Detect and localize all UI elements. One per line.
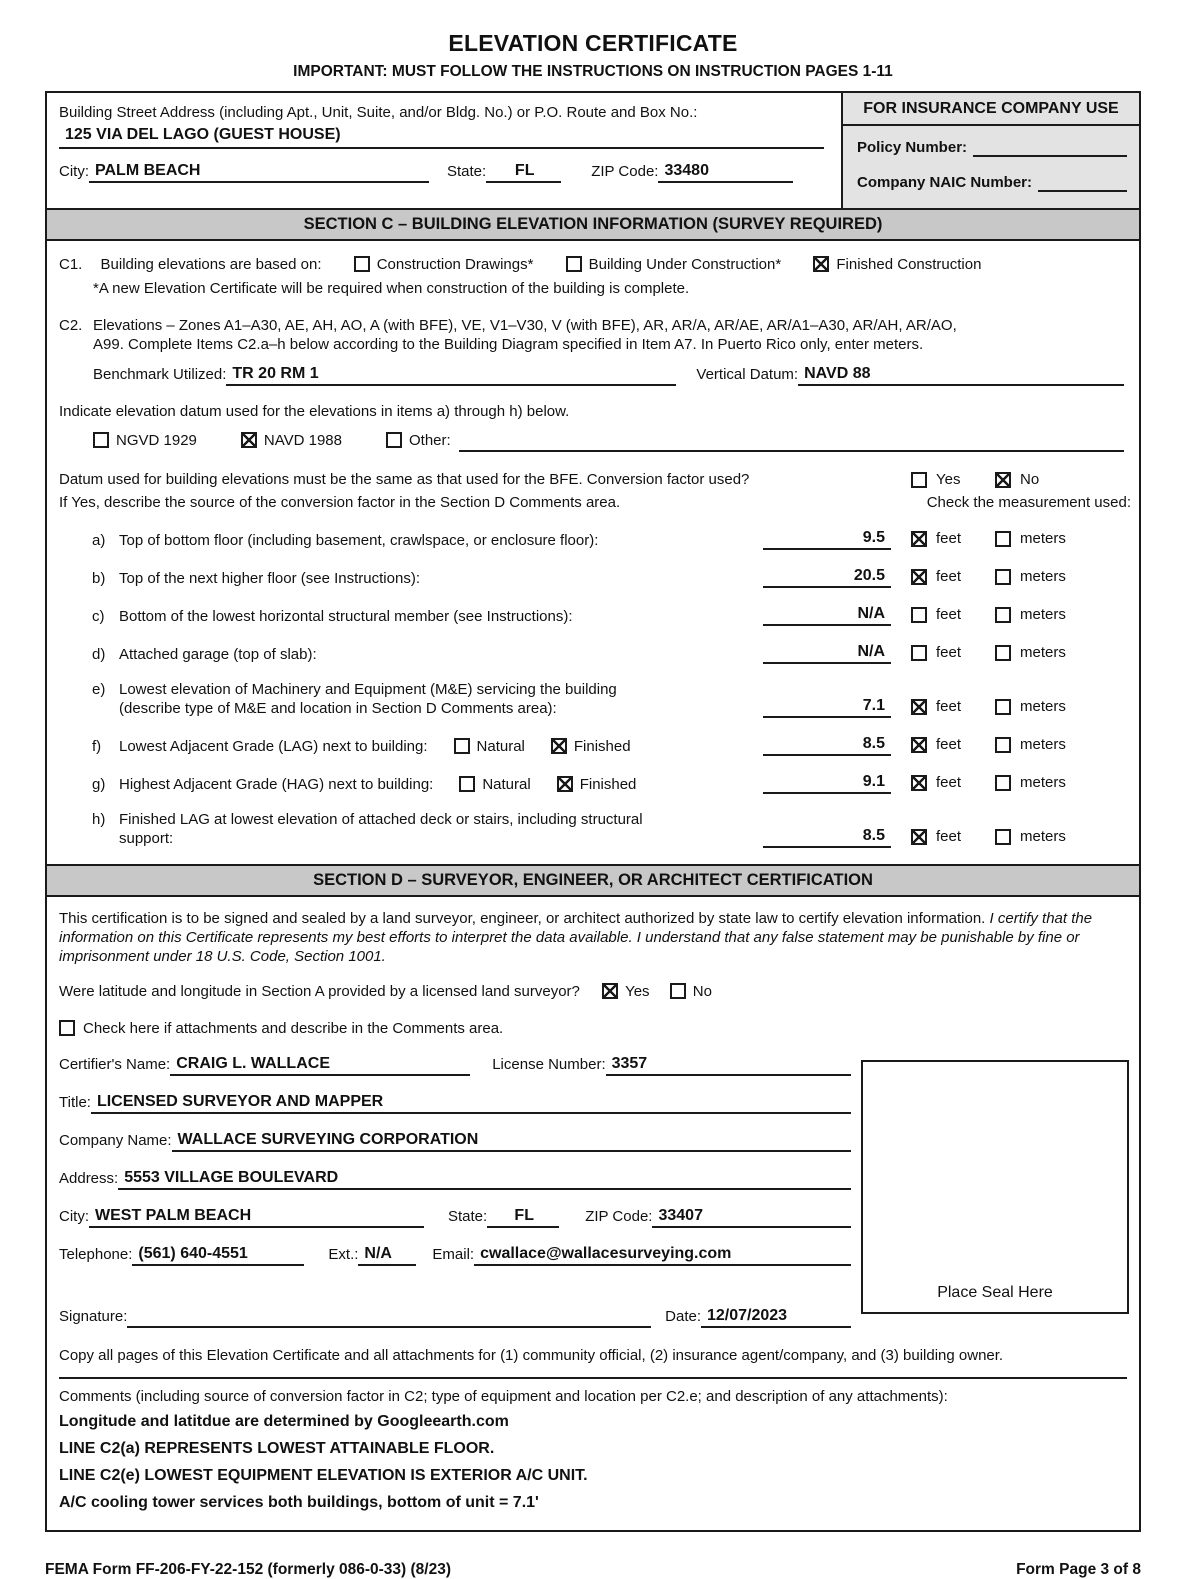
meters-label: meters	[1020, 698, 1066, 715]
item-text: Top of bottom floor (including basement, crawlspace, or enclosure floor):	[119, 532, 599, 549]
comment-line: Longitude and latitdue are determined by Googleearth.com	[59, 1413, 509, 1430]
date-field[interactable]: 12/07/2023	[701, 1306, 851, 1328]
hag-natural-label: Natural	[482, 776, 531, 793]
meters-label: meters	[1020, 644, 1066, 661]
finished-construction-checkbox[interactable]	[813, 256, 829, 272]
benchmark-row	[93, 364, 1124, 386]
c2-row	[59, 316, 1127, 354]
vertical-datum-label: Vertical Datum:	[696, 366, 799, 383]
certification-text: This certification is to be signed and sealed by a land surveyor, engineer, or architect authorized by state law to certify elevation information.	[59, 910, 990, 927]
construction-drawings-checkbox[interactable]	[354, 256, 370, 272]
indicate-datum-text: Indicate elevation datum used for the elevations in items a) through h) below.	[59, 403, 570, 420]
policy-number-field[interactable]	[973, 139, 1127, 157]
measurement-used-header: Check the measurement used:	[926, 494, 1131, 511]
company-name-field[interactable]: WALLACE SURVEYING CORPORATION	[172, 1130, 851, 1152]
section-d-header: SECTION D – SURVEYOR, ENGINEER, OR ARCHITECT CERTIFICATION	[47, 864, 1139, 897]
zip-label: ZIP Code:	[591, 163, 659, 180]
item-letter: f)	[92, 738, 102, 755]
telephone-label: Telephone:	[59, 1246, 133, 1263]
page-footer	[45, 1560, 1141, 1579]
email-label: Email:	[432, 1246, 475, 1263]
item-letter: d)	[92, 646, 106, 663]
feet-checkbox[interactable]	[911, 569, 927, 585]
building-under-construction-label: Building Under Construction*	[588, 256, 782, 273]
benchmark-label: Benchmark Utilized:	[93, 366, 227, 383]
feet-checkbox[interactable]	[911, 775, 927, 791]
meters-label: meters	[1020, 828, 1066, 845]
certifier-city-label: City:	[59, 1208, 89, 1225]
c1-number: C1.	[59, 256, 83, 273]
certification-text-italic: I certify that the information on this Certificate represents my best efforts to interpret the data available. I understand that any false statement may be punishable by fine or imprisonment under 18 U.S. Code, Section 1001.	[59, 910, 1093, 965]
meters-label: meters	[1020, 568, 1066, 585]
meters-checkbox[interactable]	[995, 569, 1011, 585]
datum-other-field[interactable]	[459, 434, 1124, 452]
elevation-value-field[interactable]: 8.5	[763, 826, 891, 848]
feet-label: feet	[936, 568, 962, 585]
city-field[interactable]: PALM BEACH	[89, 161, 429, 183]
conversion-factor-row	[59, 470, 1099, 489]
elevation-item-e	[92, 680, 1099, 718]
hag-finished-checkbox[interactable]	[557, 776, 573, 792]
license-number-field[interactable]: 3357	[606, 1054, 851, 1076]
street-address-field[interactable]: 125 VIA DEL LAGO (GUEST HOUSE)	[59, 125, 824, 149]
meters-label: meters	[1020, 774, 1066, 791]
lag-natural-checkbox[interactable]	[454, 738, 470, 754]
certifier-zip-field[interactable]: 33407	[652, 1206, 851, 1228]
elevation-value-field[interactable]: 8.5	[763, 734, 891, 756]
address-field[interactable]: 5553 VILLAGE BOULEVARD	[118, 1168, 851, 1190]
navd-1988-checkbox[interactable]	[241, 432, 257, 448]
title-label: Title:	[59, 1094, 91, 1111]
hag-natural-checkbox[interactable]	[459, 776, 475, 792]
policy-number-label: Policy Number:	[857, 139, 968, 156]
meters-label: meters	[1020, 606, 1066, 623]
form-header	[0, 30, 1186, 81]
elevation-item-a	[92, 528, 1099, 550]
elevation-item-f	[92, 734, 1099, 756]
item-text: Attached garage (top of slab):	[119, 646, 317, 663]
building-under-construction-checkbox[interactable]	[566, 256, 582, 272]
feet-label: feet	[936, 606, 962, 623]
naic-number-field[interactable]	[1038, 174, 1127, 192]
item-letter: c)	[92, 608, 105, 625]
latlong-yes-checkbox[interactable]	[602, 983, 618, 999]
lag-finished-checkbox[interactable]	[551, 738, 567, 754]
c1-text: Building elevations are based on:	[100, 256, 322, 273]
attachments-label: Check here if attachments and describe in the Comments area.	[83, 1020, 504, 1037]
elevation-value-field[interactable]: N/A	[763, 642, 891, 664]
c2-text-line2: A99. Complete Items C2.a–h below according to the Building Diagram specified in Item A7. In Puerto Rico only, enter meters.	[93, 336, 924, 353]
datum-other-checkbox[interactable]	[386, 432, 402, 448]
c2-text-line1: Elevations – Zones A1–A30, AE, AH, AO, A (with BFE), VE, V1–V30, V (with BFE), AR, AR/A, AR/AE, AR/A1–A30, AR/AH, AR/AO,	[93, 317, 957, 334]
meters-checkbox[interactable]	[995, 607, 1011, 623]
address-label: Address:	[59, 1170, 119, 1187]
certifier-state-label: State:	[448, 1208, 488, 1225]
c2-number: C2.	[59, 317, 83, 334]
place-seal-here-label: Place Seal Here	[937, 1284, 1053, 1301]
comments-section	[59, 1387, 1127, 1514]
feet-label: feet	[936, 774, 962, 791]
page-subtitle: IMPORTANT: MUST FOLLOW THE INSTRUCTIONS ON INSTRUCTION PAGES 1-11	[293, 63, 893, 80]
c1-note: *A new Elevation Certificate will be required when construction of the building is complete.	[93, 280, 690, 297]
elevation-item-g	[92, 772, 1099, 794]
elevation-item-b	[92, 566, 1099, 588]
latlong-question-row	[59, 982, 1127, 1001]
signature-field[interactable]	[127, 1325, 651, 1328]
date-label: Date:	[665, 1308, 701, 1325]
certification-paragraph	[59, 909, 1121, 966]
title-field[interactable]: LICENSED SURVEYOR AND MAPPER	[91, 1092, 851, 1114]
item-letter: a)	[92, 532, 106, 549]
city-label: City:	[59, 163, 89, 180]
certifier-fields	[47, 1054, 1139, 1332]
certifier-state-field[interactable]: FL	[487, 1206, 559, 1228]
conversion-no-label: No	[1020, 471, 1040, 488]
item-text: Bottom of the lowest horizontal structural member (see Instructions):	[119, 608, 573, 625]
item-text: Finished LAG at lowest elevation of attached deck or stairs, including structural	[119, 811, 643, 828]
attachments-checkbox[interactable]	[59, 1020, 75, 1036]
meters-checkbox[interactable]	[995, 645, 1011, 661]
benchmark-field[interactable]: TR 20 RM 1	[226, 364, 676, 386]
feet-label: feet	[936, 828, 962, 845]
construction-drawings-label: Construction Drawings*	[376, 256, 534, 273]
conversion-question: Datum used for building elevations must be the same as that used for the BFE. Conversion factor used?	[59, 471, 750, 488]
certifier-name-field[interactable]: CRAIG L. WALLACE	[170, 1054, 470, 1076]
latlong-no-checkbox[interactable]	[670, 983, 686, 999]
page-title: ELEVATION CERTIFICATE	[448, 30, 738, 56]
seal-box	[861, 1060, 1129, 1314]
certifier-city-field[interactable]: WEST PALM BEACH	[89, 1206, 424, 1228]
comments-label: Comments (including source of conversion factor in C2; type of equipment and location per C2.e; and description of any attachments):	[59, 1388, 948, 1405]
item-letter: g)	[92, 776, 106, 793]
elevation-value-field[interactable]: 9.1	[763, 772, 891, 794]
item-text-line2: support:	[119, 830, 174, 847]
conversion-ifyes-row	[59, 493, 1131, 512]
certifier-name-label: Certifier's Name:	[59, 1056, 171, 1073]
feet-label: feet	[936, 698, 962, 715]
c1-row	[59, 255, 1127, 274]
insurance-company-box	[841, 93, 1139, 208]
naic-number-label: Company NAIC Number:	[857, 174, 1033, 191]
meters-label: meters	[1020, 736, 1066, 753]
navd-1988-label: NAVD 1988	[263, 432, 342, 449]
feet-checkbox[interactable]	[911, 829, 927, 845]
license-number-label: License Number:	[492, 1056, 606, 1073]
state-field[interactable]: FL	[486, 161, 561, 183]
company-name-label: Company Name:	[59, 1132, 172, 1149]
item-letter: h)	[92, 811, 106, 828]
hag-finished-label: Finished	[579, 776, 637, 793]
section-c-header: SECTION C – BUILDING ELEVATION INFORMATION (SURVEY REQUIRED)	[47, 208, 1139, 241]
meters-checkbox[interactable]	[995, 829, 1011, 845]
insurance-box-header: FOR INSURANCE COMPANY USE	[843, 93, 1139, 126]
item-text: Top of the next higher floor (see Instructions):	[119, 570, 420, 587]
elevation-value-field[interactable]: 9.5	[763, 528, 891, 550]
conversion-yes-checkbox[interactable]	[911, 472, 927, 488]
ext-field[interactable]: N/A	[358, 1244, 416, 1266]
elevation-value-field[interactable]: N/A	[763, 604, 891, 626]
elevation-item-c	[92, 604, 1099, 626]
datum-options-row	[93, 431, 1124, 452]
telephone-field[interactable]: (561) 640-4551	[132, 1244, 304, 1266]
feet-label: feet	[936, 644, 962, 661]
meters-checkbox[interactable]	[995, 775, 1011, 791]
item-text-line2: (describe type of M&E and location in Section D Comments area):	[119, 700, 557, 717]
feet-label: feet	[936, 736, 962, 753]
feet-checkbox[interactable]	[911, 531, 927, 547]
lag-finished-label: Finished	[573, 738, 631, 755]
datum-other-label: Other:	[408, 432, 451, 449]
copy-note: Copy all pages of this Elevation Certificate and all attachments for (1) community official, (2) insurance agent/company, and (3) building owner.	[59, 1347, 1004, 1364]
feet-checkbox[interactable]	[911, 699, 927, 715]
email-field[interactable]: cwallace@wallacesurveying.com	[474, 1244, 851, 1266]
elevation-value-field[interactable]: 20.5	[763, 566, 891, 588]
certifier-zip-label: ZIP Code:	[585, 1208, 653, 1225]
item-letter: e)	[92, 681, 106, 698]
vertical-datum-field[interactable]: NAVD 88	[798, 364, 1124, 386]
latlong-question: Were latitude and longitude in Section A provided by a licensed land surveyor?	[59, 983, 580, 1000]
item-letter: b)	[92, 570, 106, 587]
footer-page-number: Form Page 3 of 8	[1016, 1561, 1141, 1578]
ext-label: Ext.:	[328, 1246, 359, 1263]
meters-checkbox[interactable]	[995, 699, 1011, 715]
feet-checkbox[interactable]	[911, 737, 927, 753]
item-text: Highest Adjacent Grade (HAG) next to building:	[119, 776, 434, 793]
elevation-item-d	[92, 642, 1099, 664]
conversion-ifyes-text: If Yes, describe the source of the conversion factor in the Section D Comments area.	[59, 494, 621, 511]
form-body	[45, 91, 1141, 1532]
address-block	[47, 93, 1139, 208]
comments-divider	[59, 1377, 1127, 1379]
attachments-row	[59, 1019, 1127, 1038]
signature-label: Signature:	[59, 1308, 128, 1325]
state-label: State:	[447, 163, 487, 180]
feet-label: feet	[936, 530, 962, 547]
ngvd-1929-label: NGVD 1929	[116, 432, 197, 449]
ngvd-1929-checkbox[interactable]	[93, 432, 109, 448]
finished-construction-label: Finished Construction	[836, 256, 982, 273]
latlong-no-label: No	[692, 983, 712, 1000]
meters-checkbox[interactable]	[995, 737, 1011, 753]
zip-field[interactable]: 33480	[658, 161, 793, 183]
street-address-label: Building Street Address (including Apt., Unit, Suite, and/or Bldg. No.) or P.O. Route and Box No.:	[59, 104, 698, 121]
meters-label: meters	[1020, 530, 1066, 547]
conversion-yes-label: Yes	[936, 471, 961, 488]
comment-line: LINE C2(a) REPRESENTS LOWEST ATTAINABLE FLOOR.	[59, 1440, 495, 1457]
conversion-no-checkbox[interactable]	[995, 472, 1011, 488]
comment-line: A/C cooling tower services both buildings, bottom of unit = 7.1'	[59, 1494, 539, 1511]
latlong-yes-label: Yes	[625, 983, 650, 1000]
elevation-item-h	[92, 810, 1099, 848]
item-text: Lowest Adjacent Grade (LAG) next to building:	[119, 738, 428, 755]
elevation-value-field[interactable]: 7.1	[763, 696, 891, 718]
feet-checkbox[interactable]	[911, 607, 927, 623]
feet-checkbox[interactable]	[911, 645, 927, 661]
lag-natural-label: Natural	[476, 738, 525, 755]
comment-line: LINE C2(e) LOWEST EQUIPMENT ELEVATION IS EXTERIOR A/C UNIT.	[59, 1467, 588, 1484]
meters-checkbox[interactable]	[995, 531, 1011, 547]
footer-form-number: FEMA Form FF-206-FY-22-152 (formerly 086-0-33) (8/23)	[45, 1561, 451, 1578]
item-text: Lowest elevation of Machinery and Equipment (M&E) servicing the building	[119, 681, 617, 698]
